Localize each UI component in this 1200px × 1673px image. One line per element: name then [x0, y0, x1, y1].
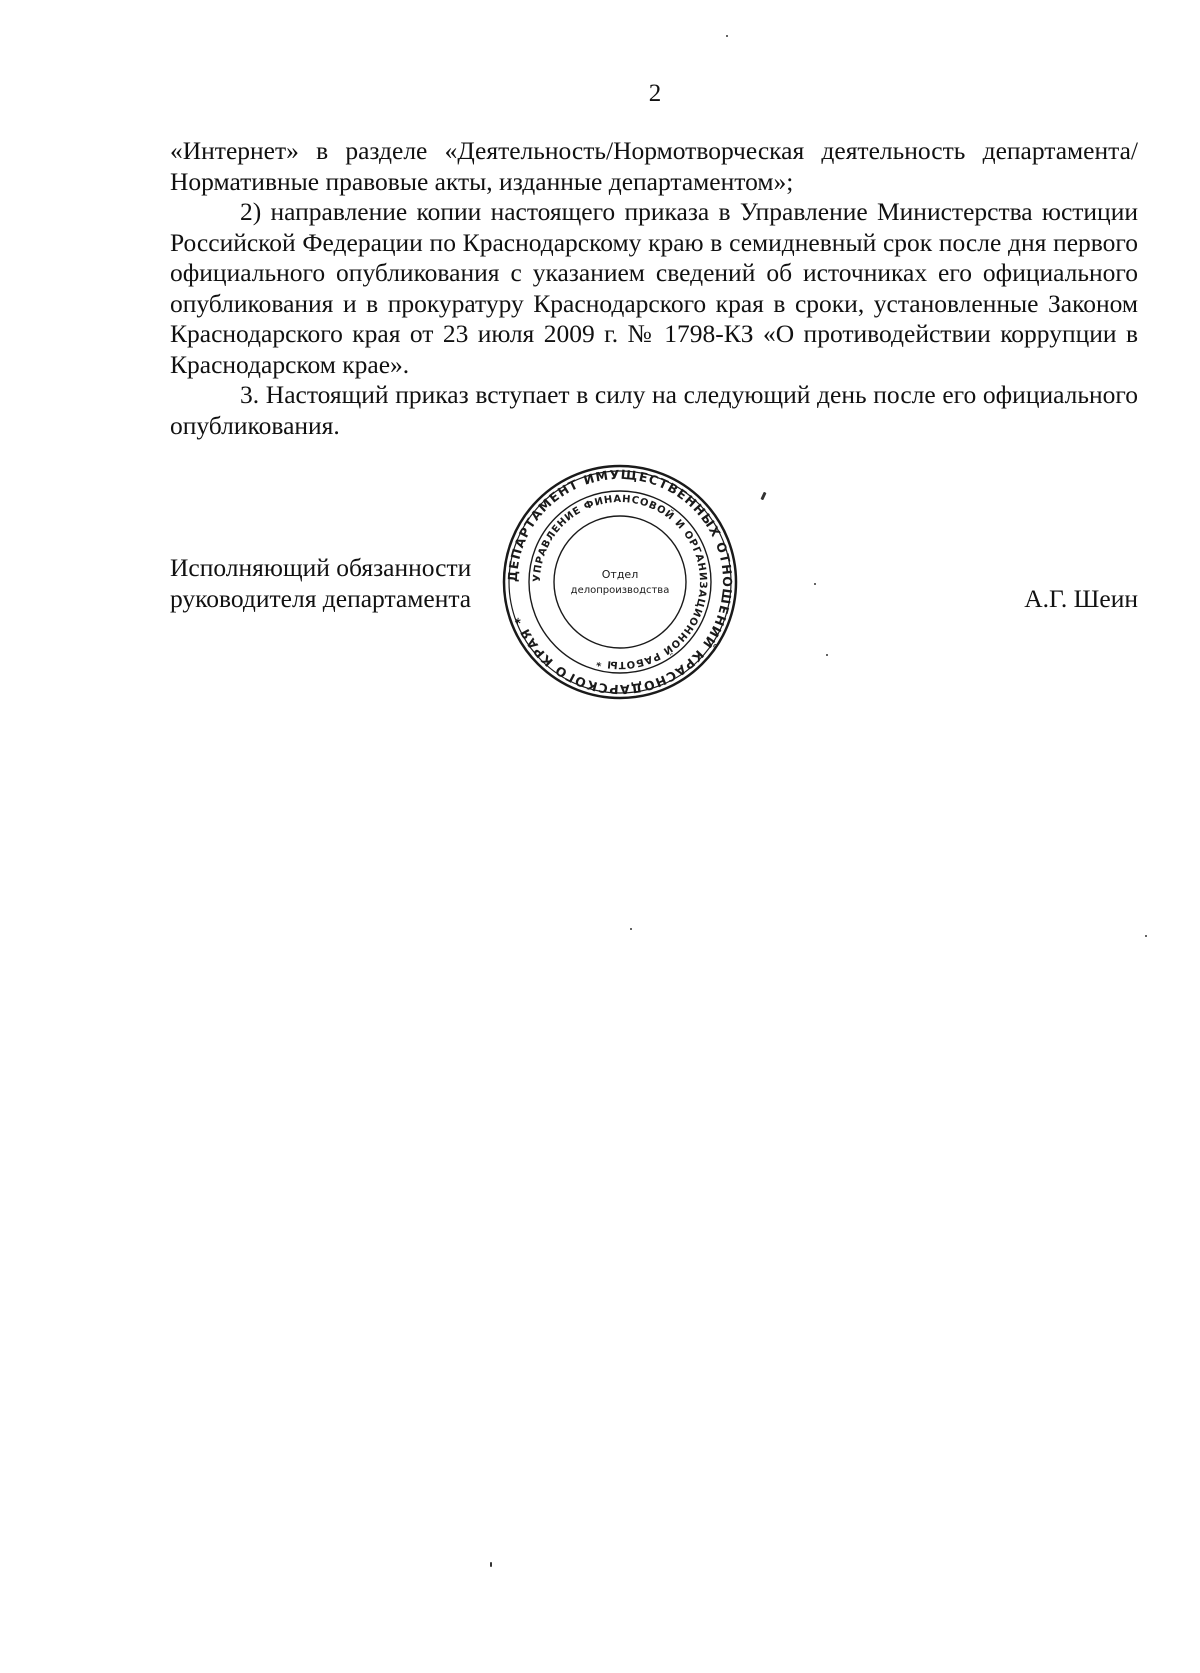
scan-speck	[726, 35, 728, 37]
stamp-center-line2: делопроизводства	[570, 585, 670, 596]
scan-speck	[490, 1562, 492, 1567]
signatory-title-line1: Исполняющий обязанности	[170, 553, 472, 582]
scan-speck	[814, 583, 816, 585]
signatory-title	[170, 553, 471, 614]
stamp-center-line1: Отдел	[601, 568, 639, 581]
paragraph-item-2: 2) направление копии настоящего приказа в Управление Министерства юстиции Российской Федерации по Краснодарскому краю в семидневный срок после дня первого официального опубликования с указанием сведений об источниках его официального опубликования и в прокуратуру Краснодарского края в сроки, установленные Законом Краснодарского края от 23 июля 2009 г. № 1798-КЗ «О противодействии коррупции в Краснодарском крае».	[170, 197, 1138, 379]
stamp-outer-text: ДЕПАРТАМЕНТ ИМУЩЕСТВЕННЫХ ОТНОШЕНИЙ КРАСНОДАРСКОГО КРАЯ *	[504, 466, 736, 698]
scan-speck	[630, 928, 632, 930]
svg-text:УПРАВЛЕНИЕ ФИНАНСОВОЙ И ОРГАНИ	[532, 494, 708, 670]
paragraph-item-3: 3. Настоящий приказ вступает в силу на следующий день после его официального опубликования.	[170, 380, 1138, 440]
page-number: 2	[648, 80, 662, 107]
paragraph-continuation: «Интернет» в разделе «Деятельность/Нормотворческая деятельность департамента/Нормативные правовые акты, изданные департаментом»;	[170, 136, 1138, 196]
scan-speck	[826, 654, 828, 656]
scan-speck	[760, 492, 766, 501]
stamp-middle-text: УПРАВЛЕНИЕ ФИНАНСОВОЙ И ОРГАНИЗАЦИОННОЙ РАБОТЫ *	[531, 493, 709, 671]
document-body	[170, 136, 1138, 441]
official-stamp	[500, 462, 740, 702]
signatory-title-line2: руководителя департамента	[170, 583, 472, 613]
signatory-name: А.Г. Шеин	[1024, 584, 1138, 613]
scan-speck	[1145, 935, 1147, 937]
